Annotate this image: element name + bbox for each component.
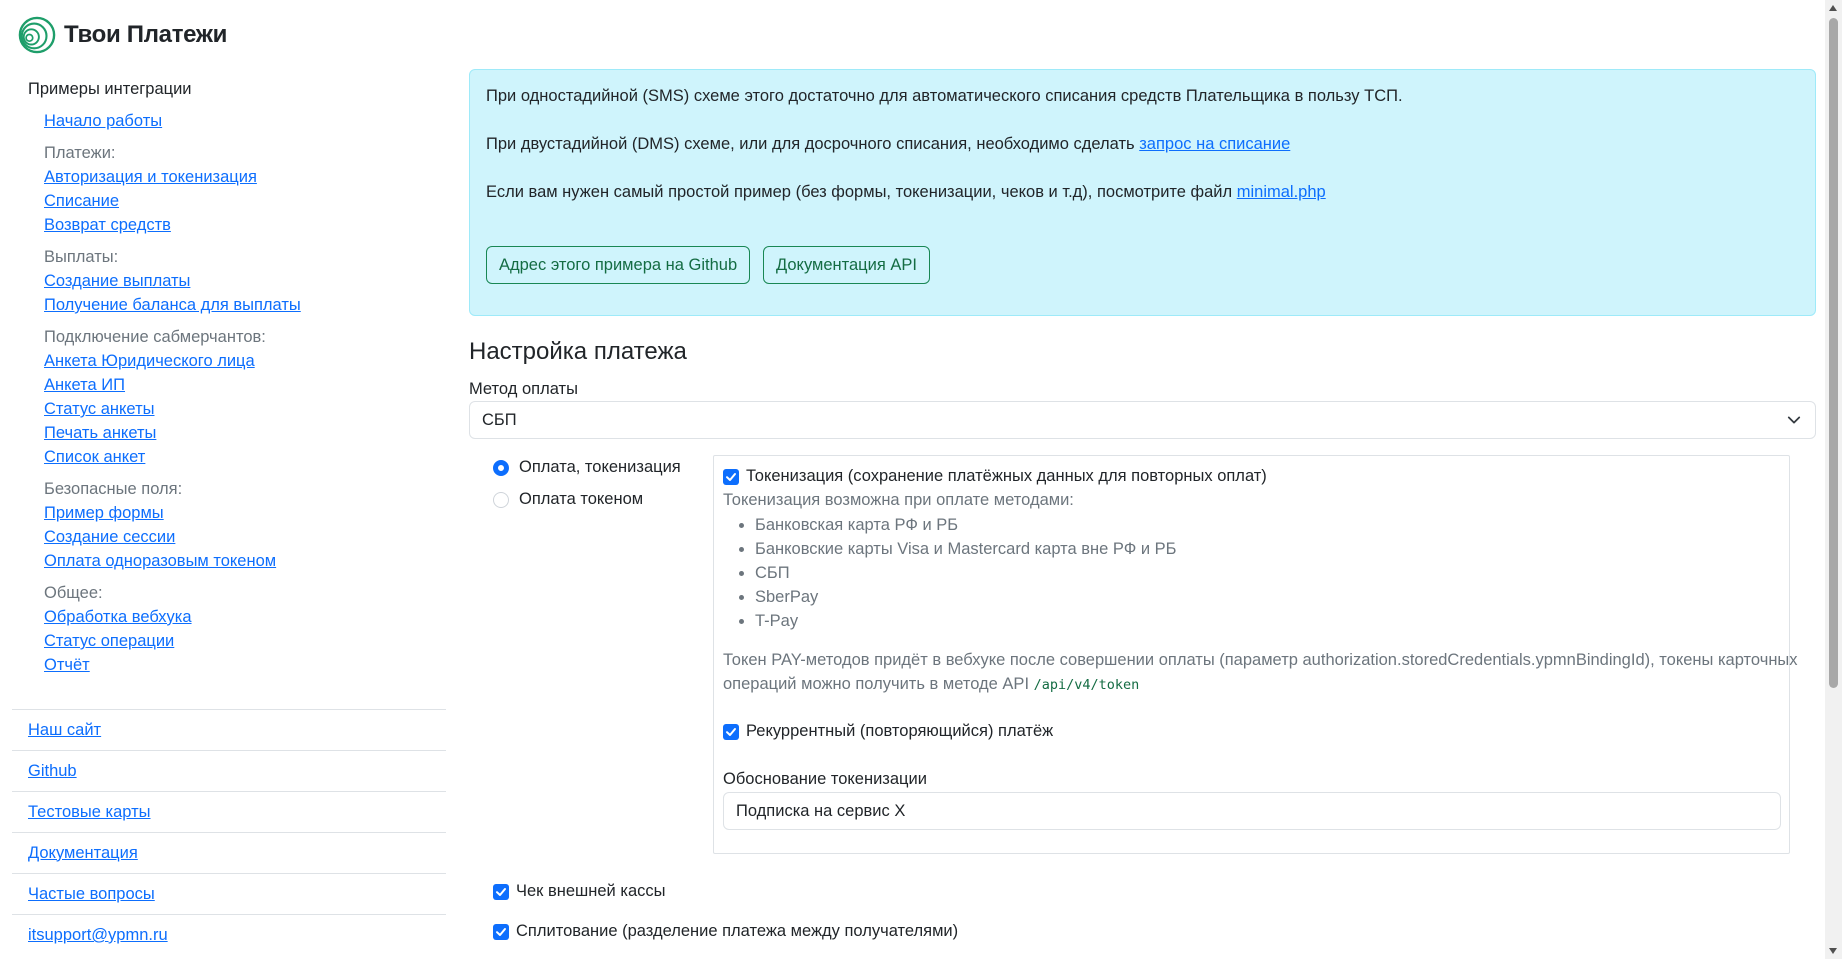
sidebar-link-create-payout[interactable]: Создание выплаты [44, 272, 191, 290]
tokenization-hint: Токенизация возможна при оплате методами: [723, 491, 1074, 509]
sidebar-link-webhook[interactable]: Обработка вебхука [44, 608, 192, 626]
sidebar-link-print-form[interactable]: Печать анкеты [44, 424, 157, 442]
capture-request-link[interactable]: запрос на списание [1139, 135, 1291, 153]
sidebar-link-form-list[interactable]: Список анкет [44, 448, 146, 466]
list-item: • Банковская карта РФ и РБ [755, 513, 1177, 537]
page-title: Настройка платежа [469, 338, 687, 365]
sidebar-link-form-status[interactable]: Статус анкеты [44, 400, 155, 418]
sidebar-title: Примеры интеграции [28, 80, 192, 98]
sidebar-link-start[interactable]: Начало работы [44, 112, 163, 130]
checkbox-label: Токенизация (сохранение платёжных данных для повторных оплат) [746, 467, 1267, 485]
sidebar-link-legal-entity-form[interactable]: Анкета Юридического лица [44, 352, 255, 370]
sidebar-link-operation-status[interactable]: Статус операции [44, 632, 175, 650]
link-documentation[interactable]: Документация [28, 843, 138, 862]
list-item: • СБП [755, 561, 1177, 585]
checkbox-checked-icon[interactable] [723, 724, 739, 740]
radio-pay-tokenize[interactable] [493, 458, 681, 477]
sidebar-link-ip-form[interactable]: Анкета ИП [44, 376, 126, 394]
alert-line-dms-text: При двустадийной (DMS) схеме, или для досрочного списания, необходимо сделать [486, 135, 1140, 153]
scrollbar-thumb[interactable] [1829, 18, 1838, 688]
link-test-cards[interactable]: Тестовые карты [28, 802, 151, 821]
list-item [12, 833, 446, 874]
payment-method-select[interactable] [469, 401, 1816, 439]
list-item [12, 874, 446, 915]
sidebar-link-capture[interactable]: Списание [44, 192, 119, 210]
page-scrollbar[interactable] [1825, 0, 1842, 959]
list-item [12, 751, 446, 792]
checkbox-label: Чек внешней кассы [516, 882, 666, 900]
minimal-php-link[interactable]: minimal.php [1236, 183, 1326, 201]
checkbox-checked-icon[interactable] [723, 469, 739, 485]
alert-line-minimal [486, 183, 1326, 202]
token-note-line1: Токен PAY-методов придёт в вебхуке после совершении оплаты (параметр authorization.storedCredentials.ypmnBindingId), токены карточных [723, 651, 1798, 669]
sidebar-link-auth-tokenization[interactable]: Авторизация и токенизация [44, 168, 257, 186]
sidebar-heading-secure-fields: Безопасные поля: [44, 480, 183, 498]
token-endpoint-code: /api/v4/token [1033, 677, 1140, 693]
external-receipt-checkbox[interactable] [493, 882, 665, 901]
split-checkbox[interactable] [493, 922, 958, 941]
token-note-text: операций можно получить в методе API [723, 675, 1034, 693]
brand-name: Твои Платежи [64, 21, 228, 48]
sidebar-link-payout-balance[interactable]: Получение баланса для выплаты [44, 296, 301, 314]
link-our-site[interactable]: Наш сайт [28, 720, 102, 739]
recurring-checkbox[interactable] [723, 722, 1053, 741]
link-faq[interactable]: Частые вопросы [28, 884, 155, 903]
scroll-up-icon[interactable] [1829, 5, 1837, 11]
checkbox-label: Сплитование (разделение платежа между получателями) [516, 922, 959, 940]
sidebar-link-form-example[interactable]: Пример формы [44, 504, 164, 522]
radio-pay-token[interactable] [493, 490, 643, 509]
scroll-down-icon[interactable] [1829, 948, 1837, 954]
sidebar-link-create-session[interactable]: Создание сессии [44, 528, 176, 546]
sidebar-link-report[interactable]: Отчёт [44, 656, 90, 674]
checkbox-checked-icon[interactable] [493, 924, 509, 940]
sidebar-link-refund[interactable]: Возврат средств [44, 216, 171, 234]
alert-line-minimal-text: Если вам нужен самый простой пример (без формы, токенизации, чеков и т.д), посмотрите файл [486, 183, 1237, 201]
github-example-button[interactable]: Адрес этого примера на Github [486, 246, 750, 284]
payment-method-label: Метод оплаты [469, 380, 578, 398]
sidebar-heading-payouts: Выплаты: [44, 248, 119, 266]
reason-label: Обоснование токенизации [723, 770, 927, 788]
sidebar-heading-payments: Платежи: [44, 144, 116, 162]
chevron-down-icon [1787, 413, 1801, 427]
info-alert [469, 69, 1816, 316]
list-item [12, 915, 446, 956]
reason-input[interactable] [723, 792, 1781, 830]
tokenization-checkbox[interactable] [723, 467, 1267, 486]
brand-logo[interactable] [18, 16, 227, 54]
methods-list [727, 513, 1177, 633]
radio-unchecked-icon[interactable] [493, 492, 509, 508]
list-item [12, 792, 446, 833]
link-support-email[interactable]: itsupport@ypmn.ru [28, 926, 168, 944]
list-item: • SberPay [755, 585, 1177, 609]
list-item [12, 710, 446, 751]
logo-icon [18, 16, 56, 54]
list-item: • Банковские карты Visa и Mastercard карта вне РФ и РБ [755, 537, 1177, 561]
checkbox-checked-icon[interactable] [493, 884, 509, 900]
radio-label: Оплата токеном [519, 490, 644, 508]
payment-method-value: СБП [482, 410, 517, 429]
token-note-line2 [723, 675, 1139, 694]
api-docs-button[interactable]: Документация API [763, 246, 930, 284]
radio-label: Оплата, токенизация [519, 458, 681, 476]
sidebar-link-one-time-token[interactable]: Оплата одноразовым токеном [44, 552, 277, 570]
alert-line-sms: При одностадийной (SMS) схеме этого достаточно для автоматического списания средств Плательщика в пользу ТСП. [486, 87, 1403, 105]
list-item: • T-Pay [755, 609, 1177, 633]
alert-line-dms [486, 135, 1290, 154]
sidebar-heading-general: Общее: [44, 584, 103, 602]
link-github[interactable]: Github [28, 761, 77, 780]
radio-checked-icon[interactable] [493, 460, 509, 476]
checkbox-label: Рекуррентный (повторяющийся) платёж [746, 722, 1054, 740]
sidebar-heading-submerchants: Подключение сабмерчантов: [44, 328, 266, 346]
sidebar-bottom-links [12, 709, 446, 956]
